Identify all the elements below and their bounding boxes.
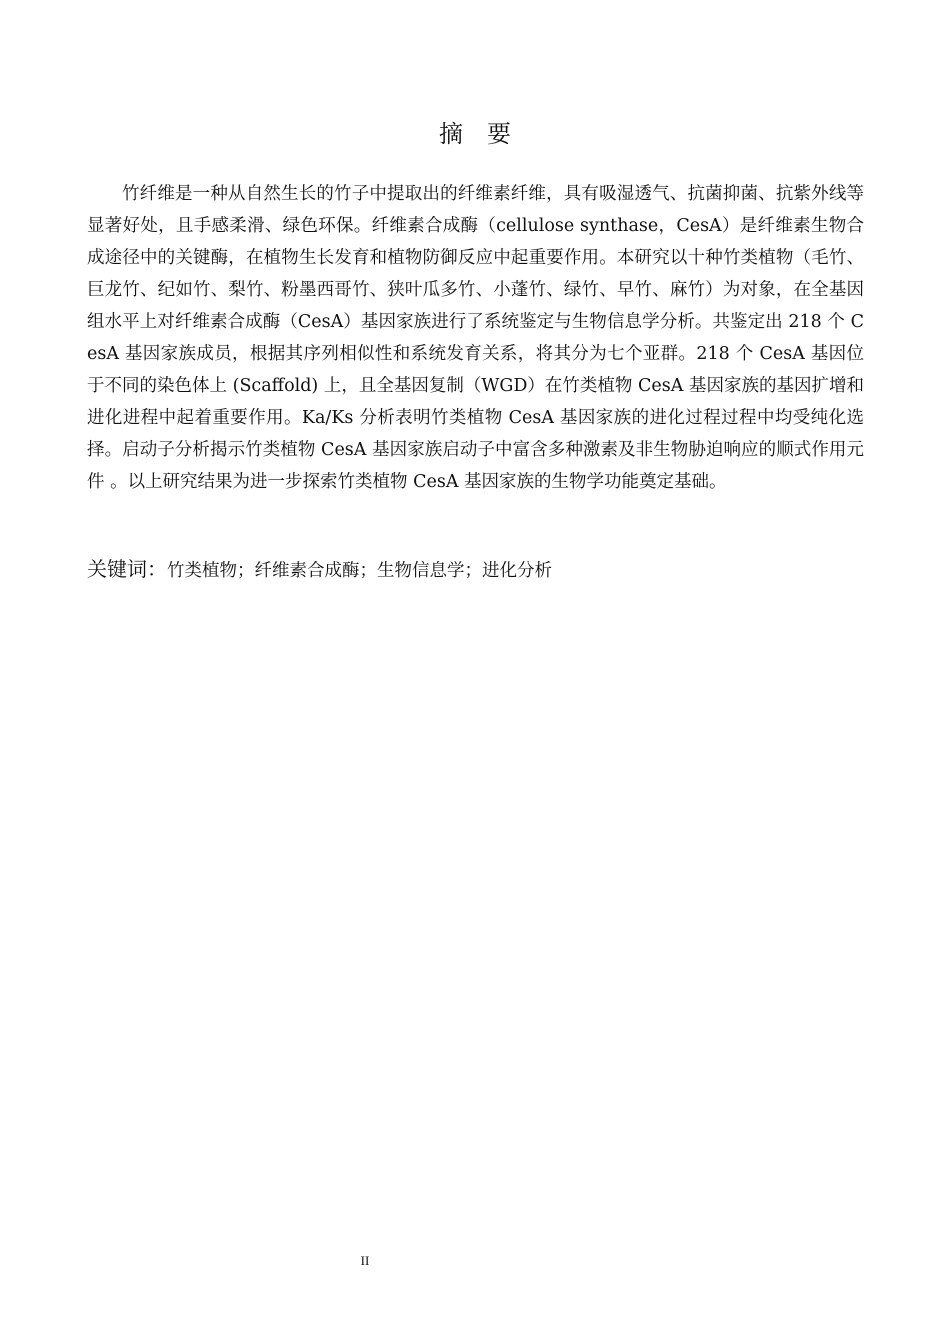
- page-number: II: [360, 1253, 370, 1268]
- abstract-title: 摘 要: [439, 120, 511, 148]
- keywords-line: [87, 553, 864, 587]
- abstract-paragraph: 竹纤维是一种从自然生长的竹子中提取出的纤维素纤维，具有吸湿透气、抗菌抑菌、抗紫外线等显著好处，且手感柔滑、绿色环保。纤维素合成酶（cellulose synthase，CesA）是纤维素生物合成途径中的关键酶，在植物生长发育和植物防御反应中起重要作用。本研究以十种竹类植物（毛竹、巨龙竹、纪如竹、梨竹、粉墨西哥竹、狭叶瓜多竹、小蓬竹、绿竹、早竹、麻竹）为对象，在全基因组水平上对纤维素合成酶（CesA）基因家族进行了系统鉴定与生物信息学分析。共鉴定出 218 个 CesA 基因家族成员，根据其序列相似性和系统发育关系，将其分为七个亚群。218 个 CesA 基因位于不同的染色体上 (Scaffold) 上，且全基因复制（WGD）在竹类植物 CesA 基因家族的基因扩增和进化进程中起着重要作用。Ka/Ks 分析表明竹类植物 CesA 基因家族的进化过程过程中均受纯化选择。启动子分析揭示竹类植物 CesA 基因家族启动子中富含多种激素及非生物胁迫响应的顺式作用元件 。以上研究结果为进一步探索竹类植物 CesA 基因家族的生物学功能奠定基础。: [87, 184, 864, 492]
- keywords-label: 关键词：: [87, 557, 167, 581]
- keywords-text: 竹类植物；纤维素合成酶；生物信息学；进化分析: [167, 561, 552, 581]
